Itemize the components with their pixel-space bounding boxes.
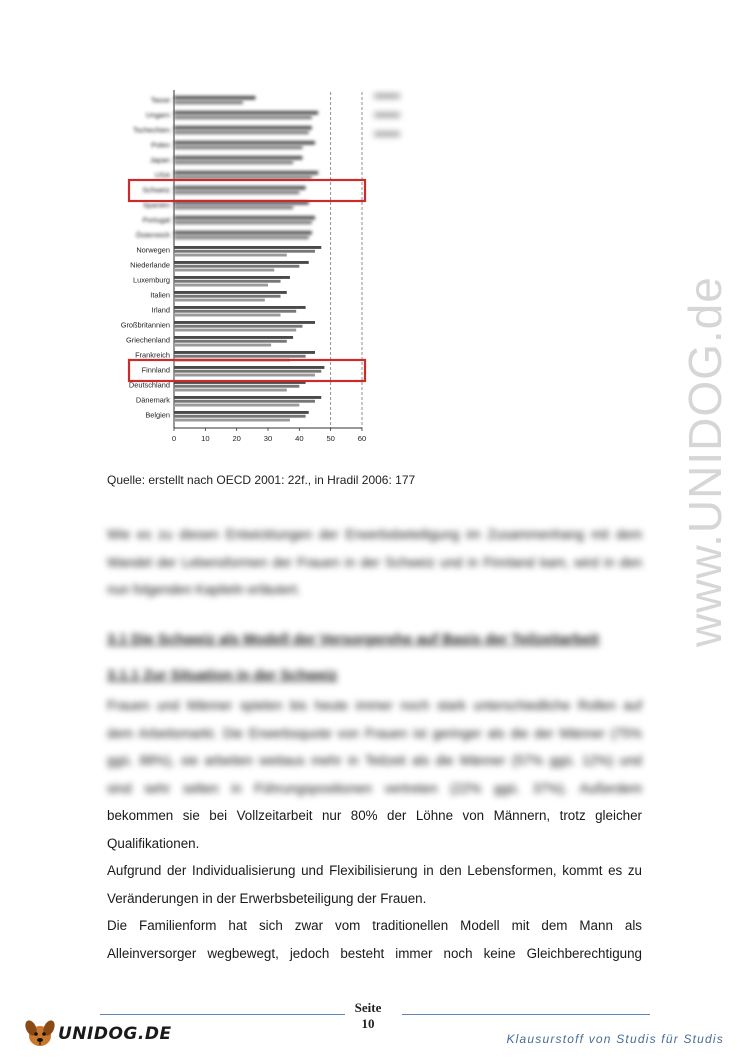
category-label: Polen xyxy=(151,140,170,150)
bar xyxy=(174,291,287,294)
bar xyxy=(174,126,312,130)
bar xyxy=(174,141,315,145)
logo-text: UNIDOG.DE xyxy=(58,1024,172,1044)
subsection-heading: 3.1.1 Zur Situation in der Schweiz xyxy=(107,668,338,684)
bar xyxy=(174,284,268,287)
intro-line: Wie es zu diesen Entwicklungen der Erwerbsbeteiligung im Zusammenhang mit dem xyxy=(107,527,642,542)
intro-paragraph xyxy=(107,521,642,604)
chart-source: Quelle: erstellt nach OECD 2001: 22f., in Hradil 2006: 177 xyxy=(107,473,416,487)
bar xyxy=(174,156,302,160)
category-label: Belgien xyxy=(145,410,170,420)
x-tick-label: 0 xyxy=(171,434,177,443)
x-tick-label: 60 xyxy=(357,434,367,443)
bar xyxy=(174,265,299,268)
bar xyxy=(174,336,293,339)
bar xyxy=(174,314,281,317)
bar xyxy=(174,111,318,115)
bar xyxy=(174,321,315,324)
bar xyxy=(174,146,302,150)
bar xyxy=(174,351,315,354)
bar xyxy=(174,250,315,253)
bar xyxy=(174,306,306,309)
bar xyxy=(174,276,290,279)
x-tick-label: 40 xyxy=(295,434,304,443)
category-label: USA xyxy=(154,170,170,180)
category-label: Schweiz xyxy=(142,185,170,195)
bar xyxy=(174,236,309,240)
dog-icon xyxy=(22,1016,58,1052)
footer-rule-left xyxy=(100,1014,345,1015)
bar-chart xyxy=(108,88,408,468)
x-tick-label: 50 xyxy=(326,434,335,443)
bar xyxy=(174,370,321,373)
category-label: Niederlande xyxy=(130,260,170,270)
body-line: Aufgrund der Individualisierung und Flexibilisierung in den Lebensformen, kommt es zu xyxy=(107,863,642,878)
bar xyxy=(174,329,296,332)
bar xyxy=(174,374,315,377)
bar xyxy=(174,366,324,369)
footer-slogan: Klausurstoff von Studis für Studis xyxy=(506,1032,724,1046)
category-label: Italien xyxy=(150,290,170,300)
body-line: dem Arbeitsmarkt. Die Erwerbsquote von Frauen ist geringer als die der Männer (75% xyxy=(107,725,642,741)
body-line: Frauen und Männer spielen bis heute immer noch stark unterschiedliche Rollen auf xyxy=(107,698,642,713)
unidog-logo xyxy=(22,1016,172,1052)
bar-chart-svg xyxy=(108,88,408,468)
category-label: Tschechien xyxy=(133,125,170,135)
bar xyxy=(174,261,309,264)
category-label: Frankreich xyxy=(135,350,170,360)
body-paragraph xyxy=(107,802,642,967)
bar xyxy=(174,340,287,343)
x-tick-label: 30 xyxy=(263,434,273,443)
bar xyxy=(174,269,274,272)
category-label: Irland xyxy=(151,305,170,315)
category-label: Tasse xyxy=(150,95,170,105)
legend-swatch xyxy=(374,132,400,136)
bar xyxy=(174,385,299,388)
bar xyxy=(174,389,287,392)
category-label: Griechenland xyxy=(126,335,170,345)
bar xyxy=(174,116,312,120)
bar xyxy=(174,344,271,347)
legend-swatch xyxy=(374,113,400,117)
bar xyxy=(174,186,306,190)
body-line: Die Familienform hat sich zwar vom traditionellen Modell mit dem Mann als xyxy=(107,918,642,933)
category-label: Großbritannien xyxy=(120,320,170,330)
bar xyxy=(174,216,315,220)
bar xyxy=(174,246,321,249)
category-label: Spanien xyxy=(142,200,170,210)
footer-rule-right xyxy=(402,1014,650,1015)
blurred-paragraph xyxy=(107,692,642,802)
body-line: Alleinversorger wegbewegt, jedoch besteht immer noch keine Gleichberechtigung xyxy=(107,945,642,961)
bar xyxy=(174,295,281,298)
bar xyxy=(174,325,302,328)
bar xyxy=(174,96,255,100)
seite-label: Seite xyxy=(354,1000,382,1015)
bar xyxy=(174,310,296,313)
bar xyxy=(174,191,299,195)
category-label: Dänemark xyxy=(135,395,170,405)
bar xyxy=(174,101,243,105)
category-label: Österreich xyxy=(135,230,170,240)
watermark: www.UNIDOG.de xyxy=(679,276,731,647)
page-number: 10 xyxy=(361,1016,375,1031)
bar xyxy=(174,400,315,403)
bar xyxy=(174,299,265,302)
bar xyxy=(174,415,306,418)
bar xyxy=(174,161,293,165)
bar xyxy=(174,280,281,283)
body-line: sind sehr selten in Führungspositionen vertreten (22% ggü. 37%). Außerdem xyxy=(107,780,642,796)
body-line: Qualifikationen. xyxy=(107,835,200,851)
bar xyxy=(174,171,318,175)
body-line: Veränderungen in der Erwerbsbeteiligung der Frauen. xyxy=(107,890,427,906)
legend-swatch xyxy=(374,94,400,98)
bar xyxy=(174,411,309,414)
category-label: Finnland xyxy=(141,365,170,375)
bar xyxy=(174,176,312,180)
intro-line: nun folgenden Kapiteln erläutert. xyxy=(107,582,301,597)
page-number-block xyxy=(338,1000,398,1032)
bar xyxy=(174,254,287,257)
category-label: Japan xyxy=(149,155,170,165)
category-label: Norwegen xyxy=(136,245,170,255)
category-label: Luxemburg xyxy=(133,275,170,285)
bar xyxy=(174,396,321,399)
section-heading: 3.1 Die Schweiz als Modell der Versorgerehe auf Basis der Teilzeitarbeit xyxy=(107,632,600,648)
body-line: ggü. 88%), sie arbeiten weitaus mehr in Teilzeit als die Männer (57% ggü. 12%) und xyxy=(107,753,642,768)
bar xyxy=(174,355,306,358)
bar xyxy=(174,206,293,210)
x-tick-label: 10 xyxy=(201,434,210,443)
intro-line: Wandel der Lebensformen der Frauen in der Schweiz und in Finnland kam, wird in den xyxy=(107,554,642,570)
bar xyxy=(174,404,299,407)
category-label: Ungarn xyxy=(145,110,170,120)
x-tick-label: 20 xyxy=(232,434,241,443)
body-line: bekommen sie bei Vollzeitarbeit nur 80% der Löhne von Männern, trotz gleicher xyxy=(107,808,642,823)
category-label: Portugal xyxy=(142,215,170,225)
bar xyxy=(174,131,309,135)
category-label: Deutschland xyxy=(128,380,170,390)
bar xyxy=(174,231,312,235)
bar xyxy=(174,221,312,225)
bar xyxy=(174,419,290,422)
